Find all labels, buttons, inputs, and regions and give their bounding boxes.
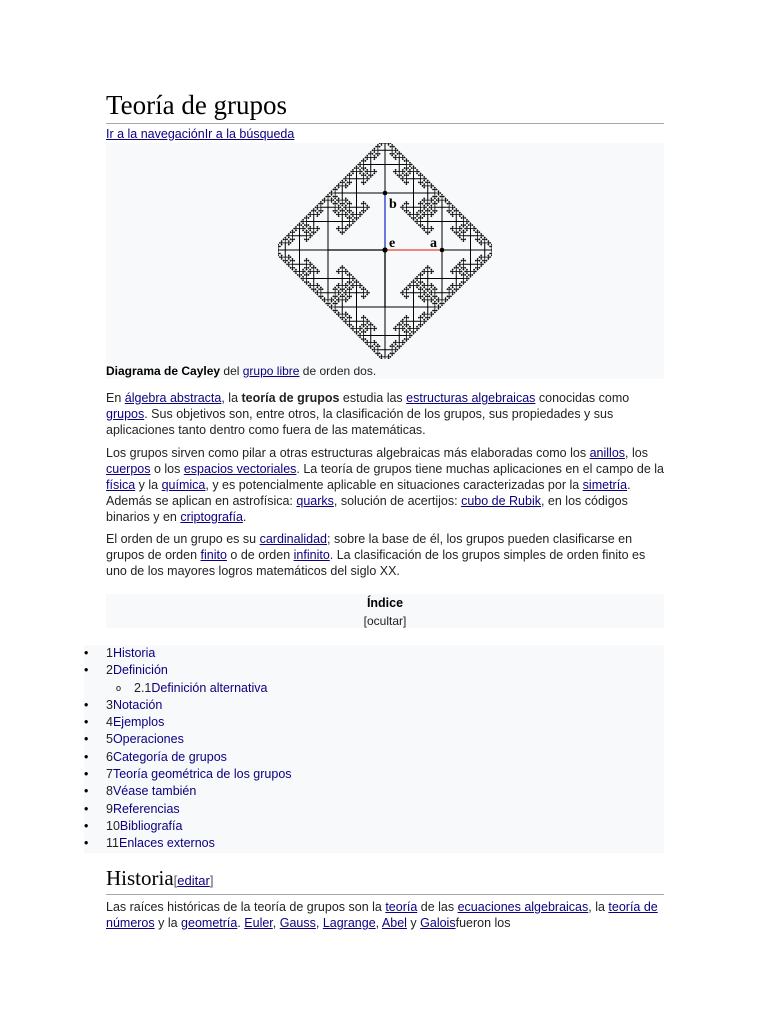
text: , la: [221, 391, 242, 405]
toc-item-link[interactable]: Definición: [112, 663, 168, 678]
toc-item-link[interactable]: Operaciones: [112, 732, 184, 747]
text: ; sobre la base de él, los grupos pueden clasificarse en grupos de orden: [106, 532, 633, 562]
toc-list: [84, 645, 664, 853]
caption-link-grupo-libre[interactable]: grupo libre: [242, 364, 300, 378]
link-infinito[interactable]: infinito: [293, 548, 330, 562]
toc-item-number: 7: [106, 767, 113, 782]
toc-item-link[interactable]: Bibliografía: [119, 818, 183, 833]
table-of-contents-header: [106, 594, 664, 628]
toc-title: Índice: [366, 596, 404, 610]
text: . La teoría de grupos tiene muchas aplicaciones en el campo de la: [296, 462, 664, 476]
text: de las: [417, 900, 458, 914]
link-geometria[interactable]: geometría: [181, 916, 238, 930]
bullet: •: [84, 663, 89, 678]
link-lagrange[interactable]: Lagrange: [322, 916, 376, 930]
text: .: [237, 916, 245, 930]
edit-section: [174, 873, 214, 888]
toc-item-link[interactable]: Ejemplos: [112, 715, 165, 730]
link-cardinalidad[interactable]: cardinalidad: [259, 532, 327, 546]
toc-item-link[interactable]: Enlaces externos: [118, 836, 215, 851]
section-heading-historia: [106, 866, 664, 895]
identity-vertex: [382, 247, 387, 252]
intro-paragraph-1: [106, 390, 664, 438]
cayley-graph-image[interactable]: [278, 143, 492, 359]
link-euler[interactable]: Euler: [244, 916, 273, 930]
text: estudia las: [339, 391, 407, 405]
toc-item-link[interactable]: Notación: [112, 697, 163, 712]
link-quimica[interactable]: química: [161, 478, 206, 492]
toc-item-number: 6: [106, 749, 113, 764]
link-estructuras-algebraicas[interactable]: estructuras algebraicas: [406, 391, 536, 405]
bullet: •: [84, 784, 89, 799]
text: . Además se aplican en astrofísica:: [106, 478, 631, 508]
label-a: a: [430, 236, 437, 251]
jump-to-search-link[interactable]: Ir a la búsqueda: [204, 127, 295, 141]
jump-to-navigation-link[interactable]: Ir a la navegación: [106, 127, 205, 141]
text: fueron los: [455, 916, 511, 930]
text: ,: [315, 916, 323, 930]
label-b: b: [389, 197, 397, 212]
bullet: •: [84, 749, 89, 764]
link-gauss[interactable]: Gauss: [279, 916, 316, 930]
link-galois[interactable]: Galois: [420, 916, 456, 930]
link-abel[interactable]: Abel: [381, 916, 407, 930]
historia-paragraph: [106, 899, 664, 931]
link-fisica[interactable]: física: [106, 478, 136, 492]
bullet: •: [84, 767, 89, 782]
toc-item-number: 9: [106, 801, 113, 816]
text: ,: [272, 916, 280, 930]
page-title: Teoría de grupos: [106, 88, 664, 124]
text: , la: [588, 900, 609, 914]
figure-caption: [106, 364, 376, 378]
bracket: [: [173, 873, 178, 888]
toc-item-number: 8: [106, 784, 113, 799]
text: , los: [625, 446, 648, 460]
toc-item[interactable]: [84, 731, 664, 748]
toc-item-number: 3: [106, 697, 113, 712]
jump-links: [106, 126, 294, 142]
intro-paragraph-2: [106, 445, 664, 525]
vertex-a: [440, 248, 445, 253]
toc-item-link[interactable]: Teoría geométrica de los grupos: [112, 767, 292, 782]
toc-item-number: 2.1: [134, 680, 152, 695]
toc-item[interactable]: [84, 662, 664, 679]
toc-item[interactable]: [84, 697, 664, 714]
text: , en los códigos binarios y en: [106, 494, 628, 524]
toc-item[interactable]: [84, 801, 664, 818]
link-simetria[interactable]: simetría: [582, 478, 628, 492]
text: , y es potencialmente aplicable en situaciones caracterizadas por la: [205, 478, 583, 492]
cayley-diagram-figure: [106, 143, 664, 379]
toc-item-number: 2: [106, 663, 113, 678]
toc-item-link[interactable]: Referencias: [112, 801, 180, 816]
toc-item-link[interactable]: Definición alternativa: [151, 680, 268, 695]
toc-item-link[interactable]: Véase también: [112, 784, 197, 799]
text: En: [106, 391, 125, 405]
caption-text: del: [220, 364, 243, 378]
bullet: •: [84, 646, 89, 660]
text: ,: [375, 916, 382, 930]
text: El orden de un grupo es su: [106, 532, 260, 546]
text: , solución de acertijos:: [333, 494, 462, 508]
bullet: •: [84, 732, 89, 747]
text: y la: [154, 916, 182, 930]
bullet: •: [84, 697, 89, 712]
link-cuerpos[interactable]: cuerpos: [106, 462, 151, 476]
bracket: ]: [209, 873, 214, 888]
intro-paragraph-3: [106, 531, 664, 579]
toc-item-link[interactable]: Historia: [112, 646, 156, 660]
edit-link[interactable]: editar: [177, 873, 210, 888]
toc-item[interactable]: [84, 714, 664, 731]
link-teoria[interactable]: teoría: [385, 900, 418, 914]
text: y la: [135, 478, 162, 492]
bold-teoria-de-grupos: teoría de grupos: [241, 391, 340, 405]
toc-item[interactable]: [84, 818, 664, 835]
text: y: [406, 916, 421, 930]
toc-item[interactable]: [84, 749, 664, 766]
link-criptografia[interactable]: criptografía: [180, 510, 243, 524]
text: conocidas como: [535, 391, 630, 405]
toc-item-number: 4: [106, 715, 113, 730]
toc-item-number: 10: [106, 818, 120, 833]
text: . La clasificación de los grupos simples de orden finito es uno de los mayores logros matemáticos del siglo XX.: [106, 548, 646, 578]
toc-item[interactable]: [84, 680, 664, 697]
toc-item[interactable]: [84, 645, 664, 662]
bullet: •: [84, 715, 89, 730]
toc-item[interactable]: [84, 766, 664, 783]
link-anillos[interactable]: anillos: [589, 446, 626, 460]
caption-text-end: de orden dos.: [299, 364, 377, 378]
toc-item-number: 11: [106, 836, 119, 851]
label-e: e: [389, 236, 396, 251]
toc-hide-link[interactable]: [ocultar]: [363, 614, 407, 628]
text: o los: [150, 462, 184, 476]
text: o de orden: [226, 548, 294, 562]
toc-item[interactable]: [84, 783, 664, 800]
heading-text: Historia: [106, 866, 174, 890]
toc-item-number: 5: [106, 732, 113, 747]
link-finito[interactable]: finito: [200, 548, 227, 562]
text: Los grupos sirven como pilar a otras estructuras algebraicas más elaboradas como los: [106, 446, 590, 460]
bullet: •: [84, 801, 89, 816]
text: .: [242, 510, 247, 524]
link-quarks[interactable]: quarks: [296, 494, 334, 508]
link-teoria-de-numeros[interactable]: teoría de números: [106, 900, 658, 930]
bullet: o: [116, 682, 122, 693]
link-grupos[interactable]: grupos: [106, 407, 145, 421]
link-algebra-abstracta[interactable]: álgebra abstracta: [124, 391, 222, 405]
bullet: •: [84, 836, 89, 851]
link-cubo-de-rubik[interactable]: cubo de Rubik: [461, 494, 541, 508]
toc-toggle[interactable]: [106, 614, 664, 628]
toc-item-link[interactable]: Categoría de grupos: [112, 749, 227, 764]
toc-item-number: 1: [106, 646, 113, 660]
bullet: •: [84, 818, 89, 833]
link-ecuaciones-algebraicas[interactable]: ecuaciones algebraicas: [457, 900, 589, 914]
text: . Sus objetivos son, entre otros, la clasificación de los grupos, sus propiedades y sus aplicaciones tanto dentro como fuera de las matemáticas.: [106, 407, 614, 437]
caption-bold: Diagrama de Cayley: [106, 364, 221, 378]
toc-item[interactable]: [84, 835, 664, 852]
link-espacios-vectoriales[interactable]: espacios vectoriales: [183, 462, 297, 476]
text: Las raíces históricas de la teoría de grupos son la: [106, 900, 386, 914]
vertex-b: [383, 191, 388, 196]
